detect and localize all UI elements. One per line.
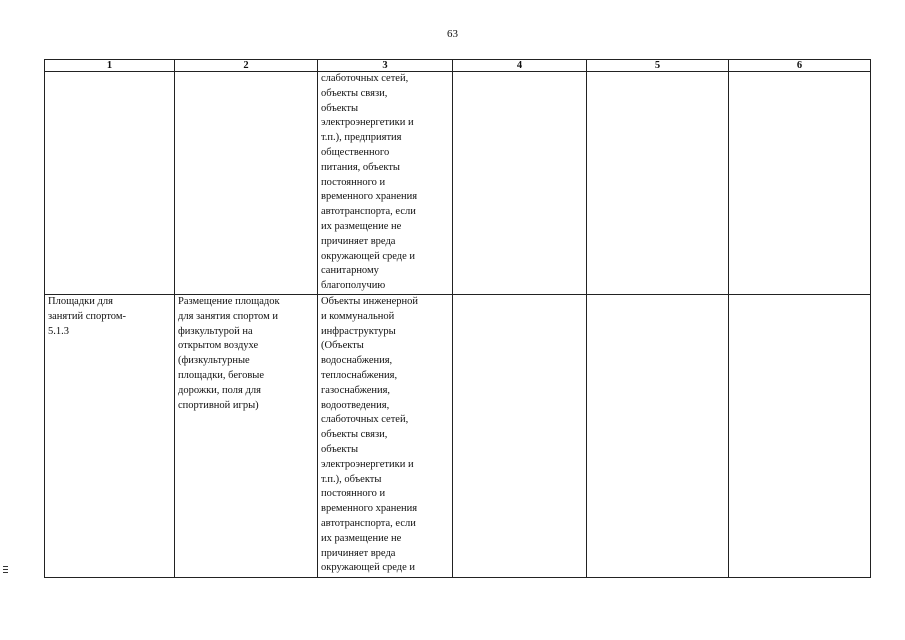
column-header-4: 4 bbox=[453, 60, 587, 72]
cell-text: Площадки для занятий спортом- 5.1.3 bbox=[48, 295, 126, 337]
table-cell bbox=[175, 72, 318, 295]
table-row bbox=[45, 72, 871, 295]
column-header-3: 3 bbox=[318, 60, 453, 72]
table-header-row bbox=[45, 60, 871, 72]
table-cell bbox=[175, 294, 318, 577]
table-cell bbox=[453, 294, 587, 577]
table-cell bbox=[318, 72, 453, 295]
table-cell bbox=[729, 72, 871, 295]
table-cell bbox=[45, 72, 175, 295]
table-cell bbox=[587, 72, 729, 295]
cell-text: Объекты инженерной и коммунальной инфраструктуры (Объекты водоснабжения, теплоснабжения, газоснабжения, водоотведения, слаботочных сетей, объекты связи, объекты электроэнергетики и т.п.), объекты постоянного и временного хранения автотранспорта, если их размещение не причиняет вреда окружающей среде и bbox=[321, 295, 419, 574]
column-header-5: 5 bbox=[587, 60, 729, 72]
table-cell bbox=[453, 72, 587, 295]
cell-text: слаботочных сетей, объекты связи, объекты электроэнергетики и т.п.), предприятия общественного питания, объекты постоянного и временного хранения автотранспорта, если их размещение не причиняет вреда окружающей среде и санитарному благополучию bbox=[321, 73, 418, 292]
column-header-1: 1 bbox=[45, 60, 175, 72]
margin-scan-mark bbox=[3, 566, 8, 578]
cell-text: Размещение площадок для занятия спортом и физкультурой на открытом воздухе (физкультурные площадки, беговые дорожки, поля для спортивной игры) bbox=[178, 295, 280, 411]
page-number: 63 bbox=[447, 28, 458, 40]
table-cell bbox=[45, 294, 175, 577]
table-cell bbox=[318, 294, 453, 577]
table-row bbox=[45, 294, 871, 577]
regulations-table bbox=[44, 59, 871, 578]
column-header-6: 6 bbox=[729, 60, 871, 72]
table-cell bbox=[587, 294, 729, 577]
table-cell bbox=[729, 294, 871, 577]
column-header-2: 2 bbox=[175, 60, 318, 72]
